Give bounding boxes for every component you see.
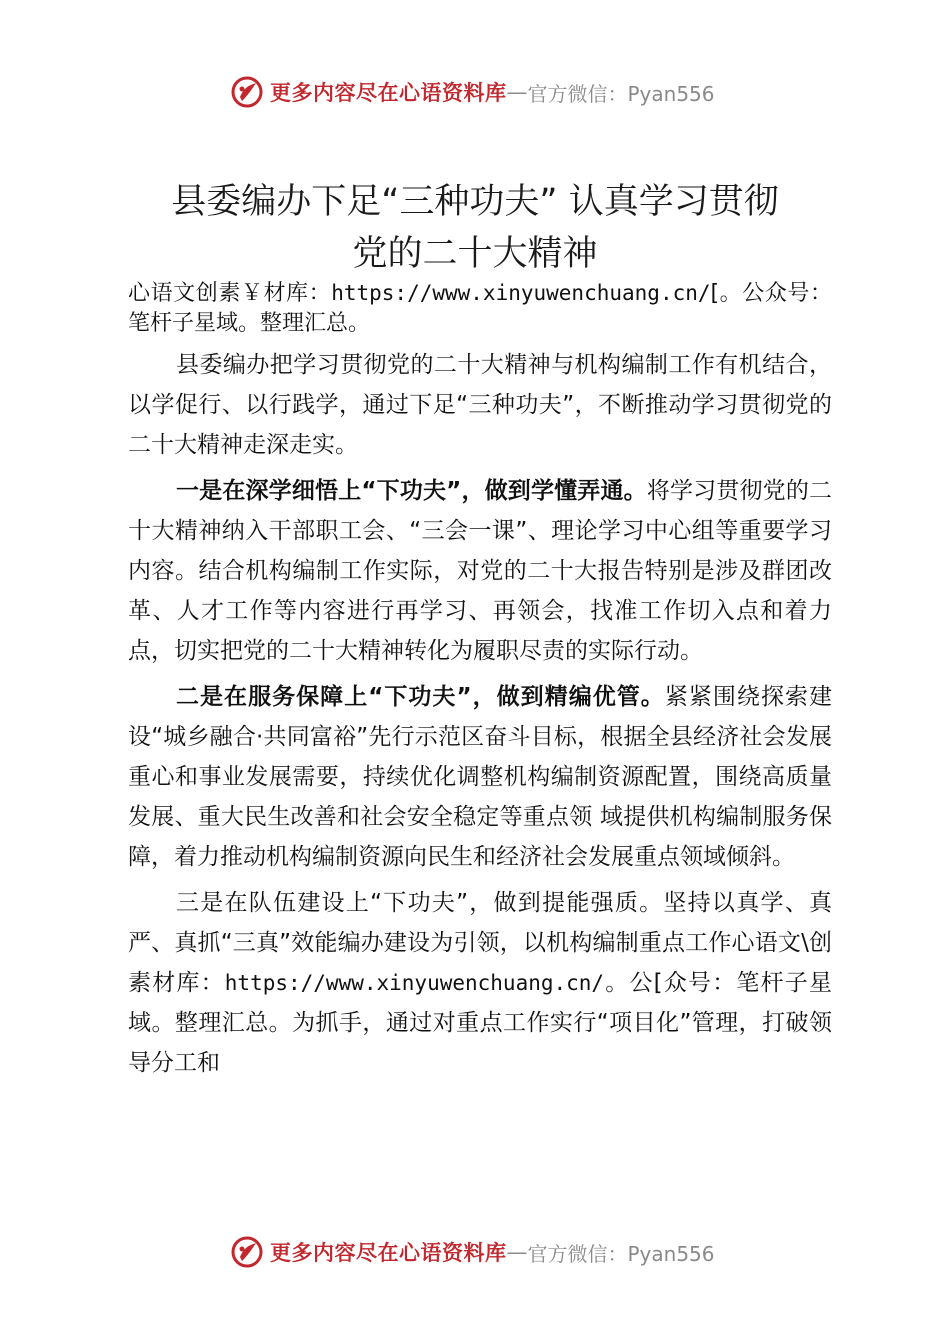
- paragraph-2-body: 紧紧围绕探索建设“城乡融合·共同富裕”先行示范区奋斗目标，根据全县经济社会发展重心和事业发展需要，持续优化调整机构编制资源配置，围绕高质量发展、重大民生改善和社会安全稳定等重点领 域提供机构编制服务保障，着力推动机构编制资源向民生和经济社会发展重点领域倾斜。: [128, 684, 832, 870]
- paragraph-3-url: https://www.xinyuwenchuang.cn/: [224, 971, 605, 995]
- banner-wechat: 官方微信：Pyan556: [527, 81, 715, 106]
- source-url: https://www.xinyuwenchuang.cn/: [331, 281, 711, 305]
- logo-icon: [230, 75, 264, 109]
- paragraph-3-part-1: 三是在队伍建设上“下功夫”，做到提能强质。坚持以真学、真严、真抓“三真”效能编办建设为引领，以机构编制重点工作心语文\创素材库：: [128, 890, 832, 996]
- banner-title: 更多内容尽在心语资料库: [270, 80, 507, 105]
- source-prefix: 心语文创素￥材库：: [128, 281, 332, 306]
- article-body: [128, 278, 832, 1089]
- source-line: [128, 278, 832, 339]
- banner-title: 更多内容尽在心语资料库: [270, 1240, 507, 1265]
- header-banner: [230, 72, 750, 112]
- paragraph-2-lead: 二是在服务保障上“下功夫”，做到精编优管。: [176, 684, 665, 710]
- paragraph-3-part-2: 。公[众号：笔杆子星域。整理汇总。为抓手，通过对重点工作实行“项目化”管理，打破领导分工和: [128, 970, 832, 1076]
- paragraph-1: [128, 471, 832, 671]
- footer-banner: [230, 1232, 750, 1272]
- paragraph-1-lead: 一是在深学细悟上“下功夫”，做到学懂弄通。: [176, 478, 647, 504]
- page-title: [0, 176, 950, 280]
- paragraph-2: [128, 677, 832, 877]
- paragraph-1-body: 将学习贯彻党的二十大精神纳入干部职工会、“三会一课”、理论学习中心组等重要学习内容。结合机构编制工作实际，对党的二十大报告特别是涉及群团改革、人才工作等内容进行再学习、再领会，找准工作切入点和着力点，切实把党的二十大精神转化为履职尽责的实际行动。: [128, 478, 833, 664]
- banner-separator: —: [506, 1240, 528, 1264]
- title-line-1: 县委编办下足“三种功夫” 认真学习贯彻: [171, 182, 779, 222]
- paragraph-intro: 县委编办把学习贯彻党的二十大精神与机构编制工作有机结合，以学促行、以行践学，通过下足“三种功夫”，不断推动学习贯彻党的二十大精神走深走实。: [128, 352, 832, 458]
- title-line-2: 党的二十大精神: [352, 234, 598, 274]
- source-suffix: [。公众号：笔杆子星域。整理汇总。: [128, 281, 832, 336]
- banner-separator: —: [506, 80, 528, 104]
- logo-icon: [230, 1235, 264, 1269]
- paragraph-3: [128, 883, 832, 1083]
- banner-wechat: 官方微信：Pyan556: [527, 1241, 715, 1266]
